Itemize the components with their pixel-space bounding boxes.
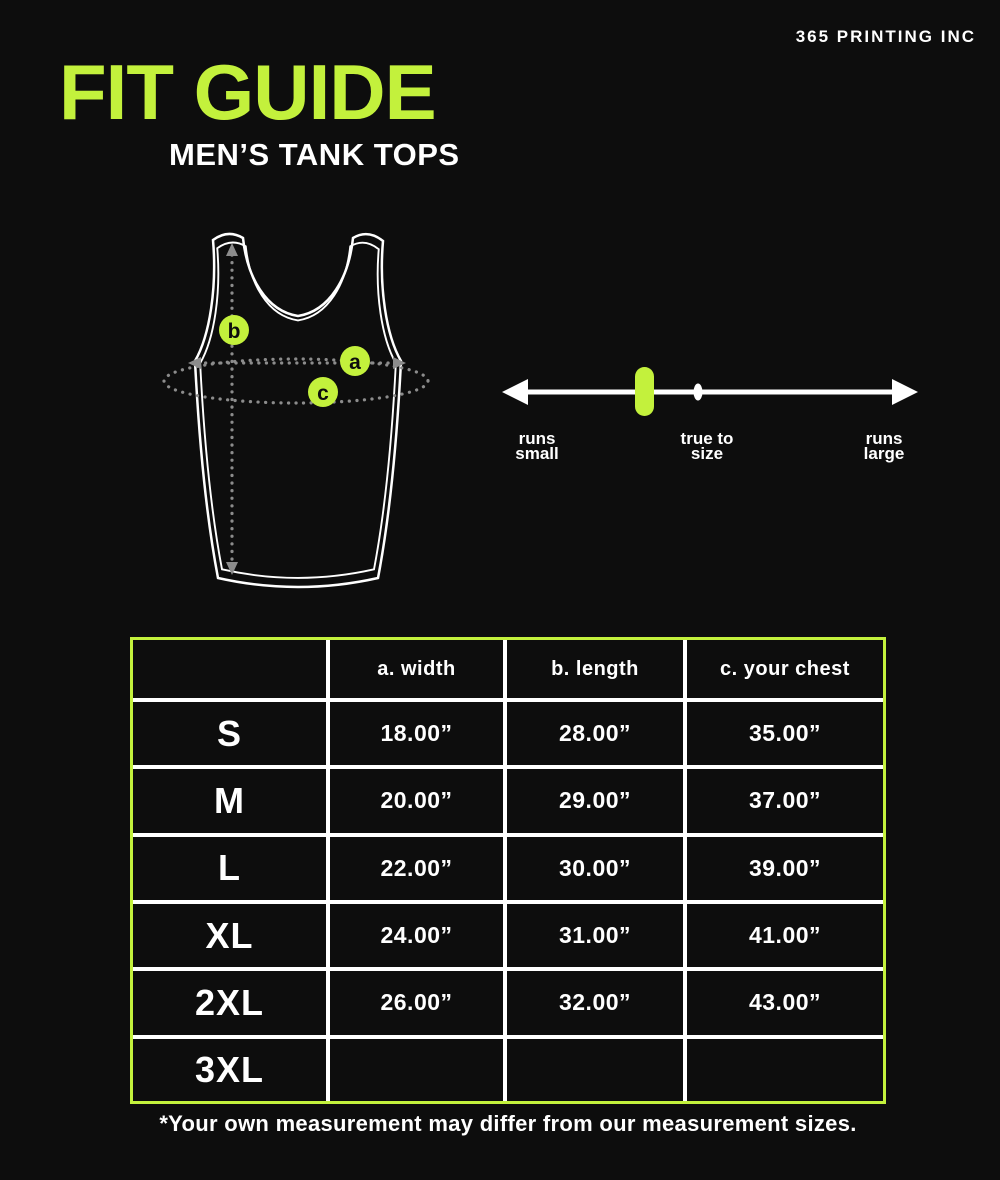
size-label: L bbox=[133, 835, 328, 902]
chest-value bbox=[685, 1037, 883, 1101]
fit-scale-label-true-to-size: true to size bbox=[680, 429, 734, 463]
length-value bbox=[505, 1037, 685, 1101]
table-row-m bbox=[133, 767, 883, 834]
width-value: 20.00” bbox=[328, 767, 505, 834]
size-label: S bbox=[133, 700, 328, 767]
table-row-2xl bbox=[133, 969, 883, 1036]
page-subtitle: MEN’S TANK TOPS bbox=[169, 137, 460, 172]
fit-scale-label-runs-large: runs large bbox=[863, 429, 905, 463]
marker-c-label: c bbox=[317, 382, 329, 405]
col-header-length: b. length bbox=[505, 640, 685, 700]
width-value: 18.00” bbox=[328, 700, 505, 767]
col-header-width: a. width bbox=[328, 640, 505, 700]
scale-arrow-right-icon bbox=[892, 379, 918, 405]
chest-value: 39.00” bbox=[685, 835, 883, 902]
tank-outline-inner bbox=[200, 243, 396, 578]
chest-value: 35.00” bbox=[685, 700, 883, 767]
size-label: 2XL bbox=[133, 969, 328, 1036]
length-value: 30.00” bbox=[505, 835, 685, 902]
chest-value: 43.00” bbox=[685, 969, 883, 1036]
fit-scale-label-runs-small: runs small bbox=[515, 429, 559, 463]
length-value: 28.00” bbox=[505, 700, 685, 767]
size-chart-header-row bbox=[133, 640, 883, 700]
arrow-up-icon bbox=[226, 243, 238, 256]
size-label: M bbox=[133, 767, 328, 834]
center-tick-dot bbox=[694, 384, 703, 401]
length-value: 31.00” bbox=[505, 902, 685, 969]
col-header-chest: c. your chest bbox=[685, 640, 883, 700]
width-value: 24.00” bbox=[328, 902, 505, 969]
chest-measure-ellipse bbox=[164, 359, 428, 403]
size-label: XL bbox=[133, 902, 328, 969]
width-value bbox=[328, 1037, 505, 1101]
fit-indicator-pill bbox=[635, 367, 654, 416]
chest-value: 37.00” bbox=[685, 767, 883, 834]
table-row-xl bbox=[133, 902, 883, 969]
width-value: 22.00” bbox=[328, 835, 505, 902]
size-chart bbox=[130, 637, 886, 1104]
fit-scale bbox=[500, 358, 920, 416]
page-title: FIT GUIDE bbox=[59, 48, 436, 136]
table-row-3xl bbox=[133, 1037, 883, 1101]
marker-a-label: a bbox=[349, 351, 361, 374]
size-chart-table bbox=[133, 640, 883, 1101]
length-value: 29.00” bbox=[505, 767, 685, 834]
brand-text: 365 PRINTING INC bbox=[795, 27, 976, 46]
chest-value: 41.00” bbox=[685, 902, 883, 969]
width-value: 26.00” bbox=[328, 969, 505, 1036]
table-row-s bbox=[133, 700, 883, 767]
size-label: 3XL bbox=[133, 1037, 328, 1101]
col-header-size bbox=[133, 640, 328, 700]
tank-top-diagram bbox=[150, 215, 450, 605]
marker-b-label: b bbox=[227, 320, 241, 343]
scale-arrow-left-icon bbox=[502, 379, 528, 405]
table-row-l bbox=[133, 835, 883, 902]
measurement-disclaimer: *Your own measurement may differ from our measurement sizes. bbox=[159, 1111, 857, 1136]
tank-outline-outer bbox=[195, 234, 401, 587]
length-value: 32.00” bbox=[505, 969, 685, 1036]
